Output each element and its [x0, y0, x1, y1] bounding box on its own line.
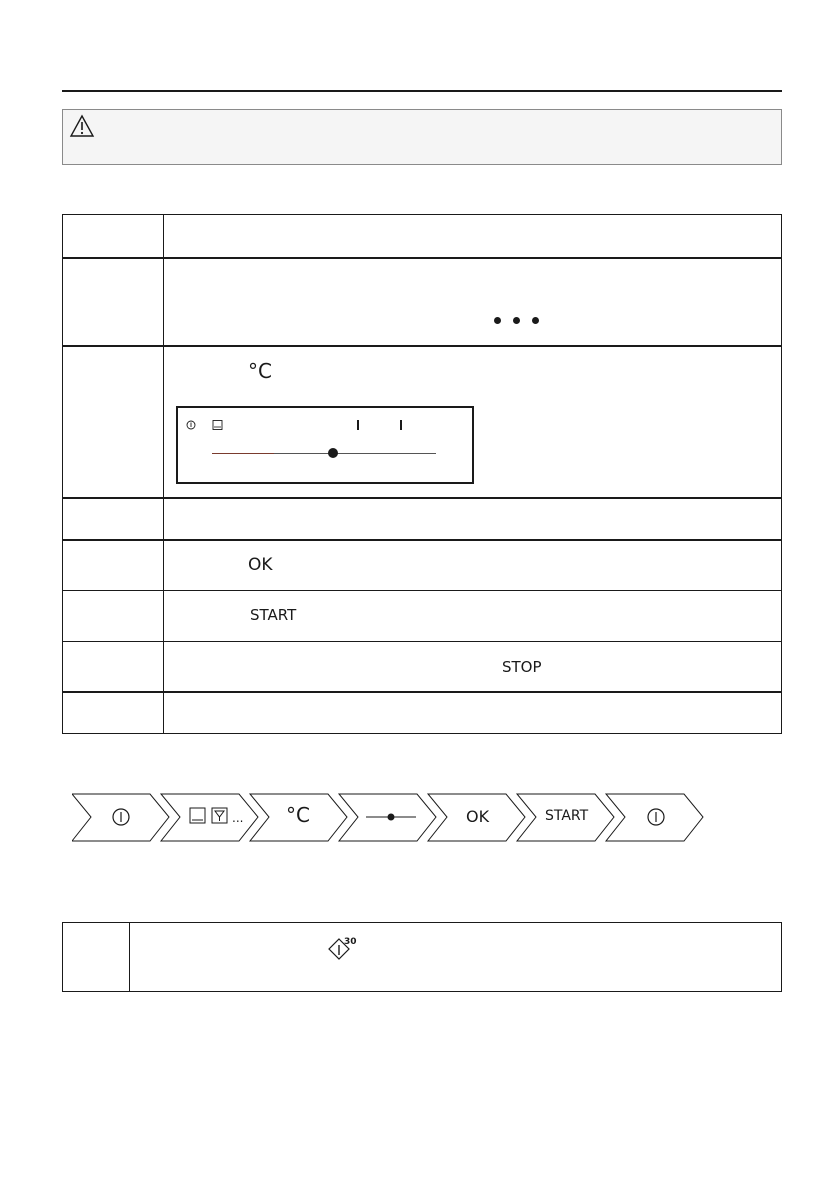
ok-label: OK [466, 807, 490, 826]
oven-display [176, 406, 474, 484]
step-number-cell [63, 642, 164, 692]
flow-arrows [72, 793, 712, 843]
stop-label: STOP [502, 658, 542, 676]
slider-icon [366, 814, 416, 820]
step-text-cell [164, 540, 782, 591]
step-text-cell [164, 498, 782, 540]
start-label: START [250, 606, 297, 624]
step-text-cell [164, 692, 782, 734]
step-number-cell [63, 591, 164, 642]
note-divider [129, 923, 130, 991]
step-text-cell [164, 258, 782, 346]
functions-icon [190, 808, 227, 823]
step-number-cell [63, 540, 164, 591]
power-icon [113, 809, 129, 825]
step-text-cell [164, 642, 782, 692]
display-tick [400, 420, 402, 430]
note-box [62, 922, 782, 992]
top-rule [62, 90, 782, 92]
display-tick [357, 420, 359, 430]
start-label: START [545, 808, 589, 824]
warning-box [62, 109, 782, 165]
info-timer-icon [327, 935, 361, 965]
temperature-slider-knob [328, 448, 338, 458]
step-number-cell [63, 346, 164, 498]
step-number-cell [63, 215, 164, 258]
step-text-cell [164, 591, 782, 642]
celsius-icon: °C [286, 803, 310, 827]
step-text-cell [164, 346, 782, 498]
step-number-cell [63, 498, 164, 540]
steps-table [62, 214, 782, 734]
info-timer-badge: 30 [344, 937, 357, 947]
celsius-icon: °C [248, 358, 272, 383]
step-number-cell [63, 692, 164, 734]
step-text-cell [164, 215, 782, 258]
power-icon [648, 809, 664, 825]
temperature-slider-track [212, 453, 436, 454]
dots-icon [494, 317, 539, 324]
ok-label: OK [248, 554, 273, 575]
procedure-flow [72, 793, 712, 843]
display-icons [186, 418, 256, 432]
warning-triangle-icon [69, 114, 95, 138]
step-number-cell [63, 258, 164, 346]
functions-more-label: ... [232, 811, 244, 825]
